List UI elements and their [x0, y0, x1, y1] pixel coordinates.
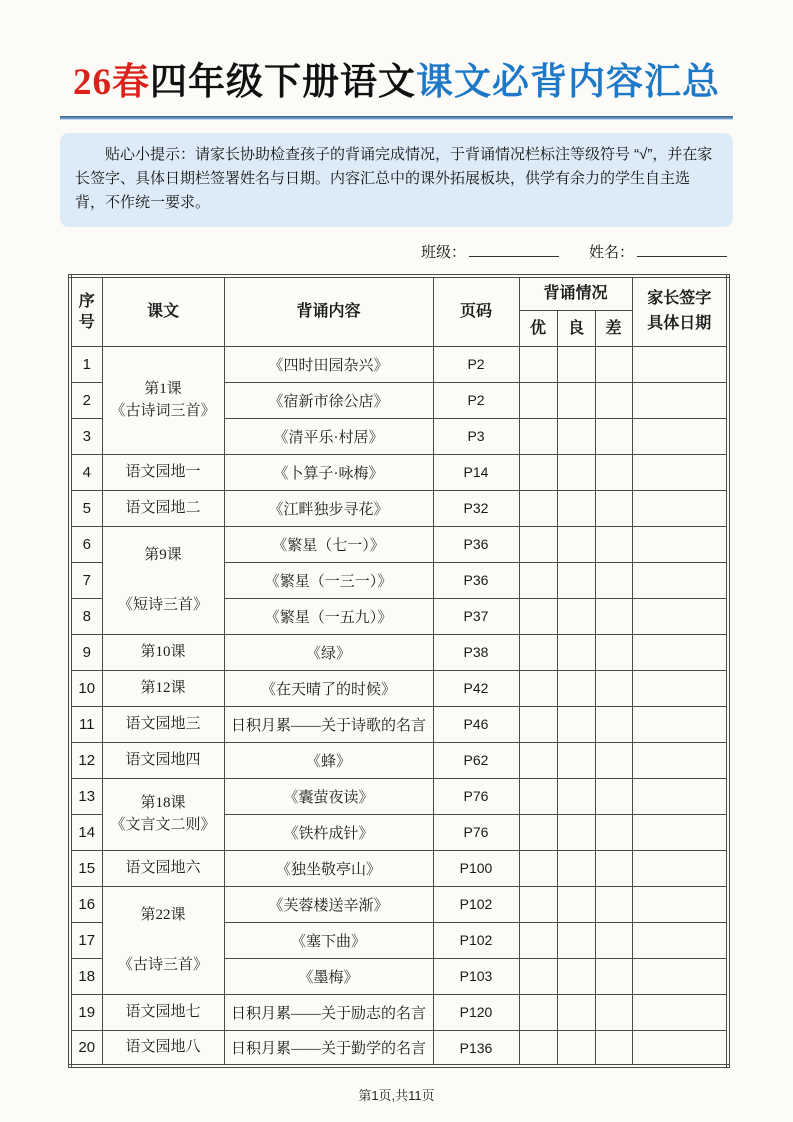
signature-cell — [632, 526, 728, 562]
row-number-cell: 1 — [70, 346, 102, 382]
content-cell: 《宿新市徐公店》 — [224, 382, 433, 418]
signature-cell — [632, 886, 728, 922]
status-cha-cell — [595, 742, 632, 778]
status-you-cell — [519, 634, 557, 670]
lesson-cell — [102, 634, 224, 670]
table-row — [70, 742, 728, 778]
lesson-cell — [102, 778, 224, 850]
table-row — [70, 526, 728, 562]
status-liang-cell — [557, 850, 595, 886]
status-cha-cell — [595, 778, 632, 814]
lesson-line: 语文园地六 — [125, 860, 201, 877]
content-cell: 《芙蓉楼送辛渐》 — [224, 886, 433, 922]
lesson-line: 《短诗三首》 — [117, 597, 208, 614]
signature-cell — [632, 814, 728, 850]
row-number-cell: 14 — [70, 814, 102, 850]
row-number-cell: 12 — [70, 742, 102, 778]
status-liang-cell — [557, 778, 595, 814]
signature-cell — [632, 922, 728, 958]
lesson-cell — [102, 454, 224, 490]
content-cell: 《繁星（七一）》 — [224, 526, 433, 562]
row-number-cell: 16 — [70, 886, 102, 922]
header-status-cha: 差 — [595, 310, 632, 346]
lesson-cell — [102, 850, 224, 886]
status-cha-cell — [595, 886, 632, 922]
status-liang-cell — [557, 670, 595, 706]
status-you-cell — [519, 778, 557, 814]
lesson-line: 第18课 — [140, 794, 186, 811]
status-liang-cell — [557, 994, 595, 1030]
lesson-line: 第9课 — [144, 546, 182, 563]
lesson-line: 第1课 — [144, 380, 182, 397]
class-label: 班级： — [420, 244, 466, 262]
status-you-cell — [519, 1030, 557, 1066]
lesson-cell — [102, 346, 224, 454]
content-cell: 日积月累——关于勤学的名言 — [224, 1030, 433, 1066]
status-you-cell — [519, 706, 557, 742]
status-you-cell — [519, 382, 557, 418]
title-part-blue: 课文必背内容汇总 — [416, 62, 720, 103]
status-you-cell — [519, 454, 557, 490]
lesson-line: 语文园地二 — [125, 500, 201, 517]
content-cell: 《繁星（一五九）》 — [224, 598, 433, 634]
content-cell: 日积月累——关于励志的名言 — [224, 994, 433, 1030]
status-cha-cell — [595, 526, 632, 562]
status-you-cell — [519, 850, 557, 886]
signature-cell — [632, 454, 728, 490]
header-content: 背诵内容 — [224, 276, 433, 346]
row-number-cell: 5 — [70, 490, 102, 526]
table-row — [70, 994, 728, 1030]
row-number-cell: 19 — [70, 994, 102, 1030]
lesson-cell — [102, 490, 224, 526]
row-number-cell: 6 — [70, 526, 102, 562]
lesson-line: 《古诗词三首》 — [110, 403, 216, 420]
row-number-cell: 18 — [70, 958, 102, 994]
status-liang-cell — [557, 706, 595, 742]
page-cell: P36 — [433, 526, 519, 562]
lesson-cell — [102, 994, 224, 1030]
status-cha-cell — [595, 958, 632, 994]
lesson-line: 语文园地四 — [125, 752, 201, 769]
status-liang-cell — [557, 1030, 595, 1066]
status-liang-cell — [557, 526, 595, 562]
page-cell: P76 — [433, 814, 519, 850]
status-liang-cell — [557, 886, 595, 922]
lesson-line: 语文园地七 — [125, 1004, 201, 1021]
page-cell: P76 — [433, 778, 519, 814]
status-liang-cell — [557, 922, 595, 958]
status-liang-cell — [557, 418, 595, 454]
status-liang-cell — [557, 382, 595, 418]
status-cha-cell — [595, 850, 632, 886]
table-row — [70, 1030, 728, 1066]
class-blank-field — [469, 242, 559, 257]
table-row — [70, 454, 728, 490]
lesson-cell — [102, 706, 224, 742]
page-cell: P37 — [433, 598, 519, 634]
lesson-line: 《文言文二则》 — [110, 817, 216, 834]
class-name-row — [0, 241, 727, 262]
lesson-line: 第12课 — [140, 680, 186, 697]
status-liang-cell — [557, 598, 595, 634]
row-number-cell: 20 — [70, 1030, 102, 1066]
header-status-liang: 良 — [557, 310, 595, 346]
signature-cell — [632, 850, 728, 886]
header-page: 页码 — [433, 276, 519, 346]
header-no: 序号 — [70, 276, 102, 346]
content-cell: 《蜂》 — [224, 742, 433, 778]
signature-cell — [632, 778, 728, 814]
status-you-cell — [519, 346, 557, 382]
content-cell: 《囊萤夜读》 — [224, 778, 433, 814]
page-cell: P38 — [433, 634, 519, 670]
content-cell: 《在天晴了的时候》 — [224, 670, 433, 706]
page-cell: P100 — [433, 850, 519, 886]
row-number-cell: 4 — [70, 454, 102, 490]
row-number-cell: 13 — [70, 778, 102, 814]
row-number-cell: 7 — [70, 562, 102, 598]
content-cell: 《塞下曲》 — [224, 922, 433, 958]
notice-text: 贴心小提示：请家长协助检查孩子的背诵完成情况，于背诵情况栏标注等级符号 “√”，并在家长签字、具体日期栏签署姓名与日期。内容汇总中的课外拓展板块，供学有余力的学生自主选背，不作统一要求。 — [75, 145, 713, 212]
status-cha-cell — [595, 418, 632, 454]
signature-cell — [632, 562, 728, 598]
page-cell: P120 — [433, 994, 519, 1030]
status-you-cell — [519, 742, 557, 778]
status-cha-cell — [595, 382, 632, 418]
status-cha-cell — [595, 490, 632, 526]
lesson-line: 《古诗三首》 — [117, 957, 208, 974]
header-status-you: 优 — [519, 310, 557, 346]
signature-cell — [632, 382, 728, 418]
lesson-cell — [102, 526, 224, 634]
status-you-cell — [519, 922, 557, 958]
table-body — [70, 346, 728, 1066]
table-row — [70, 490, 728, 526]
status-liang-cell — [557, 742, 595, 778]
lesson-cell — [102, 886, 224, 994]
row-number-cell: 3 — [70, 418, 102, 454]
page-cell: P32 — [433, 490, 519, 526]
table-row — [70, 778, 728, 814]
page-cell: P103 — [433, 958, 519, 994]
status-cha-cell — [595, 598, 632, 634]
table-row — [70, 850, 728, 886]
header-lesson: 课文 — [102, 276, 224, 346]
page-cell: P42 — [433, 670, 519, 706]
page-cell: P62 — [433, 742, 519, 778]
signature-cell — [632, 742, 728, 778]
row-number-cell: 10 — [70, 670, 102, 706]
signature-cell — [632, 1030, 728, 1066]
lesson-line: 第22课 — [140, 906, 186, 923]
status-you-cell — [519, 562, 557, 598]
title-divider — [60, 116, 733, 120]
table-row — [70, 706, 728, 742]
status-you-cell — [519, 958, 557, 994]
signature-cell — [632, 670, 728, 706]
lesson-line: 语文园地三 — [125, 716, 201, 733]
name-label: 姓名： — [588, 244, 634, 262]
content-cell: 《独坐敬亭山》 — [224, 850, 433, 886]
page-title — [0, 62, 793, 105]
signature-cell — [632, 490, 728, 526]
page-cell: P136 — [433, 1030, 519, 1066]
header-signature-line2: 具体日期 — [647, 315, 712, 333]
content-cell: 《清平乐·村居》 — [224, 418, 433, 454]
page-cell: P36 — [433, 562, 519, 598]
status-you-cell — [519, 886, 557, 922]
status-cha-cell — [595, 1030, 632, 1066]
status-liang-cell — [557, 454, 595, 490]
row-number-cell: 11 — [70, 706, 102, 742]
content-cell: 《墨梅》 — [224, 958, 433, 994]
page-cell: P14 — [433, 454, 519, 490]
status-liang-cell — [557, 562, 595, 598]
signature-cell — [632, 706, 728, 742]
name-blank-field — [637, 242, 727, 257]
row-number-cell: 8 — [70, 598, 102, 634]
status-cha-cell — [595, 994, 632, 1030]
table-row — [70, 346, 728, 382]
lesson-cell — [102, 670, 224, 706]
page-cell: P3 — [433, 418, 519, 454]
row-number-cell: 2 — [70, 382, 102, 418]
content-cell: 《繁星（一三一）》 — [224, 562, 433, 598]
status-cha-cell — [595, 706, 632, 742]
notice-box — [60, 133, 733, 228]
status-cha-cell — [595, 922, 632, 958]
row-number-cell: 15 — [70, 850, 102, 886]
status-cha-cell — [595, 454, 632, 490]
status-liang-cell — [557, 346, 595, 382]
lesson-line: 第10课 — [140, 644, 186, 661]
content-cell: 《绿》 — [224, 634, 433, 670]
title-part-red: 26春 — [73, 62, 150, 103]
status-liang-cell — [557, 814, 595, 850]
status-you-cell — [519, 814, 557, 850]
content-cell: 《铁杵成针》 — [224, 814, 433, 850]
content-cell: 《四时田园杂兴》 — [224, 346, 433, 382]
header-signature — [632, 276, 728, 346]
row-number-cell: 17 — [70, 922, 102, 958]
header-status: 背诵情况 — [519, 276, 632, 310]
content-cell: 日积月累——关于诗歌的名言 — [224, 706, 433, 742]
signature-cell — [632, 598, 728, 634]
signature-cell — [632, 634, 728, 670]
table-row — [70, 886, 728, 922]
status-you-cell — [519, 670, 557, 706]
table-header — [70, 276, 728, 346]
status-cha-cell — [595, 670, 632, 706]
lesson-line: 语文园地八 — [125, 1039, 201, 1056]
page-cell: P102 — [433, 886, 519, 922]
status-cha-cell — [595, 634, 632, 670]
status-you-cell — [519, 418, 557, 454]
page-cell: P2 — [433, 382, 519, 418]
status-liang-cell — [557, 958, 595, 994]
status-you-cell — [519, 490, 557, 526]
title-part-black: 四年级下册语文 — [150, 62, 416, 103]
signature-cell — [632, 346, 728, 382]
content-cell: 《江畔独步寻花》 — [224, 490, 433, 526]
status-liang-cell — [557, 634, 595, 670]
status-cha-cell — [595, 814, 632, 850]
table-row — [70, 670, 728, 706]
page-cell: P102 — [433, 922, 519, 958]
status-cha-cell — [595, 346, 632, 382]
page-cell: P2 — [433, 346, 519, 382]
table-row — [70, 634, 728, 670]
header-signature-line1: 家长签字 — [647, 290, 712, 308]
status-you-cell — [519, 526, 557, 562]
page-number-footer: 第1页,共11页 — [358, 1088, 435, 1103]
status-you-cell — [519, 994, 557, 1030]
status-cha-cell — [595, 562, 632, 598]
row-number-cell: 9 — [70, 634, 102, 670]
memorization-table — [68, 274, 730, 1068]
status-you-cell — [519, 598, 557, 634]
lesson-cell — [102, 1030, 224, 1066]
status-liang-cell — [557, 490, 595, 526]
lesson-cell — [102, 742, 224, 778]
signature-cell — [632, 958, 728, 994]
content-cell: 《卜算子·咏梅》 — [224, 454, 433, 490]
signature-cell — [632, 418, 728, 454]
lesson-line: 语文园地一 — [125, 464, 201, 481]
page-cell: P46 — [433, 706, 519, 742]
signature-cell — [632, 994, 728, 1030]
